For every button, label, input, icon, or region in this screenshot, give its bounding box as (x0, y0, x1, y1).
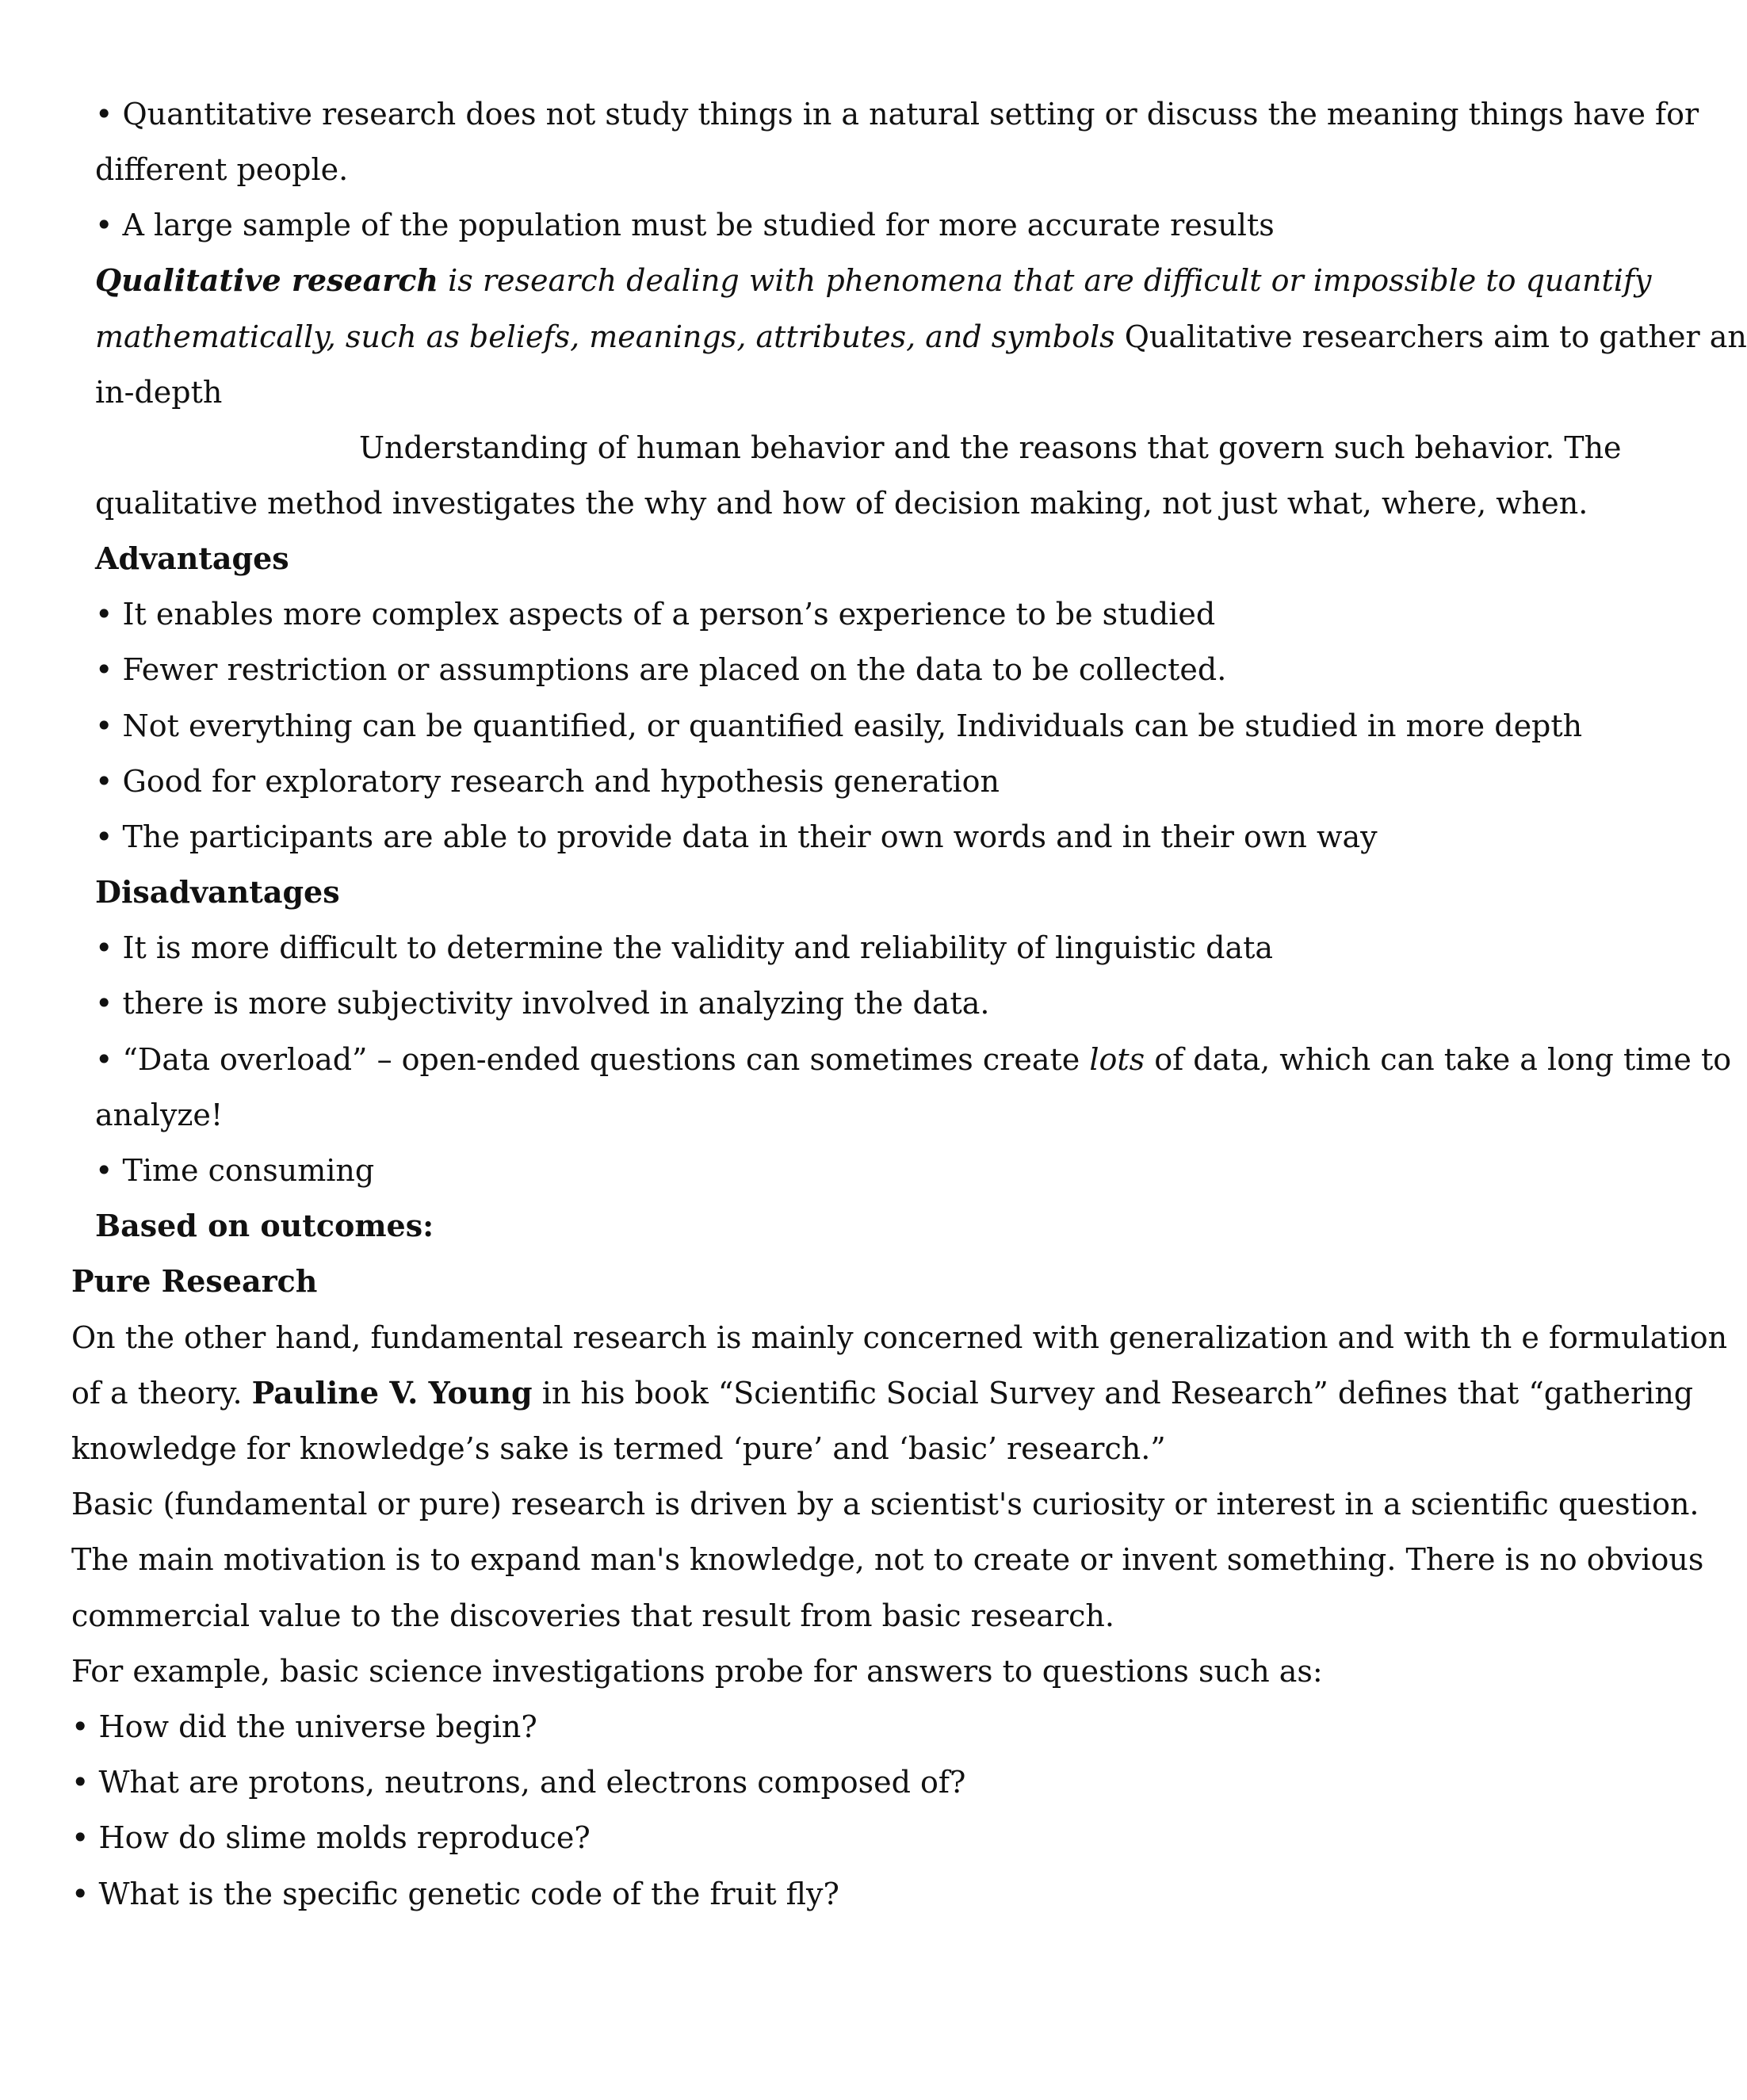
disadvantages-item-4: • Time consuming (95, 1153, 375, 1188)
question-item-2: • What are protons, neutrons, and electrons composed of? (71, 1765, 966, 1800)
question-item-3: • How do slime molds reproduce? (71, 1820, 591, 1855)
pure-research-heading: Pure Research (71, 1263, 318, 1299)
quant-disadvantage-bullet-sample: • A large sample of the population must be studied for more accurate results (95, 208, 1275, 242)
pure-para1-line3: knowledge for knowledge’s sake is termed ‘pure’ and ‘basic’ research.” (71, 1431, 1166, 1466)
quant-disadvantage-bullet-line2: different people. (95, 152, 349, 187)
question-item-1: • How did the universe begin? (71, 1709, 537, 1744)
qualitative-def-line2-italic: mathematically, such as beliefs, meanings, attributes, and symbols (95, 319, 1115, 354)
disadvantages-item-2: • there is more subjectivity involved in analyzing the data. (95, 986, 990, 1021)
lots-emphasis: lots (1089, 1042, 1145, 1077)
pure-para3: For example, basic science investigations probe for answers to questions such as: (71, 1654, 1323, 1689)
qualitative-definition-line5: qualitative method investigates the why and how of decision making, not just what, where, when. (95, 486, 1588, 521)
advantages-heading: Advantages (95, 540, 289, 576)
advantages-item-1: • It enables more complex aspects of a person’s experience to be studied (95, 597, 1216, 632)
qualitative-term: Qualitative research (95, 262, 439, 298)
advantages-item-2: • Fewer restriction or assumptions are placed on the data to be collected. (95, 652, 1227, 687)
advantages-item-5: • The participants are able to provide data in their own words and in their own way (95, 819, 1378, 854)
question-item-4: • What is the specific genetic code of the fruit fly? (71, 1877, 839, 1911)
qualitative-def-line1: is research dealing with phenomena that are difficult or impossible to quantify (438, 263, 1652, 298)
advantages-item-3: • Not everything can be quantified, or quantified easily, Individuals can be studied in more depth (95, 708, 1583, 743)
pure-para2-line3: commercial value to the discoveries that result from basic research. (71, 1598, 1114, 1633)
pure-para1-line1: On the other hand, fundamental research is mainly concerned with generalization and with th e formulation (71, 1320, 1728, 1355)
disadvantages-item-1: • It is more difficult to determine the validity and reliability of linguistic data (95, 930, 1274, 965)
pure-para2-line2: The main motivation is to expand man's knowledge, not to create or invent something. There is no obvious (71, 1542, 1704, 1577)
disadvantages-item-3-line2: analyze! (95, 1098, 224, 1132)
pure-para1-line2: of a theory. Pauline V. Young in his book “Scientific Social Survey and Research” defines that “gathering (71, 1375, 1694, 1411)
qualitative-def-line2-rest: Qualitative researchers aim to gather an (1114, 319, 1747, 354)
quant-disadvantage-bullet-line1: • Quantitative research does not study things in a natural setting or discuss the meaning things have for (95, 97, 1699, 132)
qualitative-definition-line1 (95, 258, 1652, 303)
qualitative-definition-line2 (95, 315, 1747, 359)
outcomes-heading: Based on outcomes: (95, 1208, 434, 1243)
disadvantages-item-3-line1: • “Data overload” – open-ended questions can sometimes create lots of data, which can take a long time to (95, 1042, 1732, 1077)
advantages-item-4: • Good for exploratory research and hypothesis generation (95, 764, 1000, 799)
pure-para2-line1: Basic (fundamental or pure) research is driven by a scientist's curiosity or interest in a scientific question. (71, 1487, 1699, 1522)
author-name: Pauline V. Young (251, 1375, 533, 1411)
qualitative-definition-line4: Understanding of human behavior and the reasons that govern such behavior. The (359, 430, 1622, 465)
disadvantages-heading: Disadvantages (95, 874, 340, 910)
qualitative-definition-line3: in-depth (95, 375, 223, 410)
